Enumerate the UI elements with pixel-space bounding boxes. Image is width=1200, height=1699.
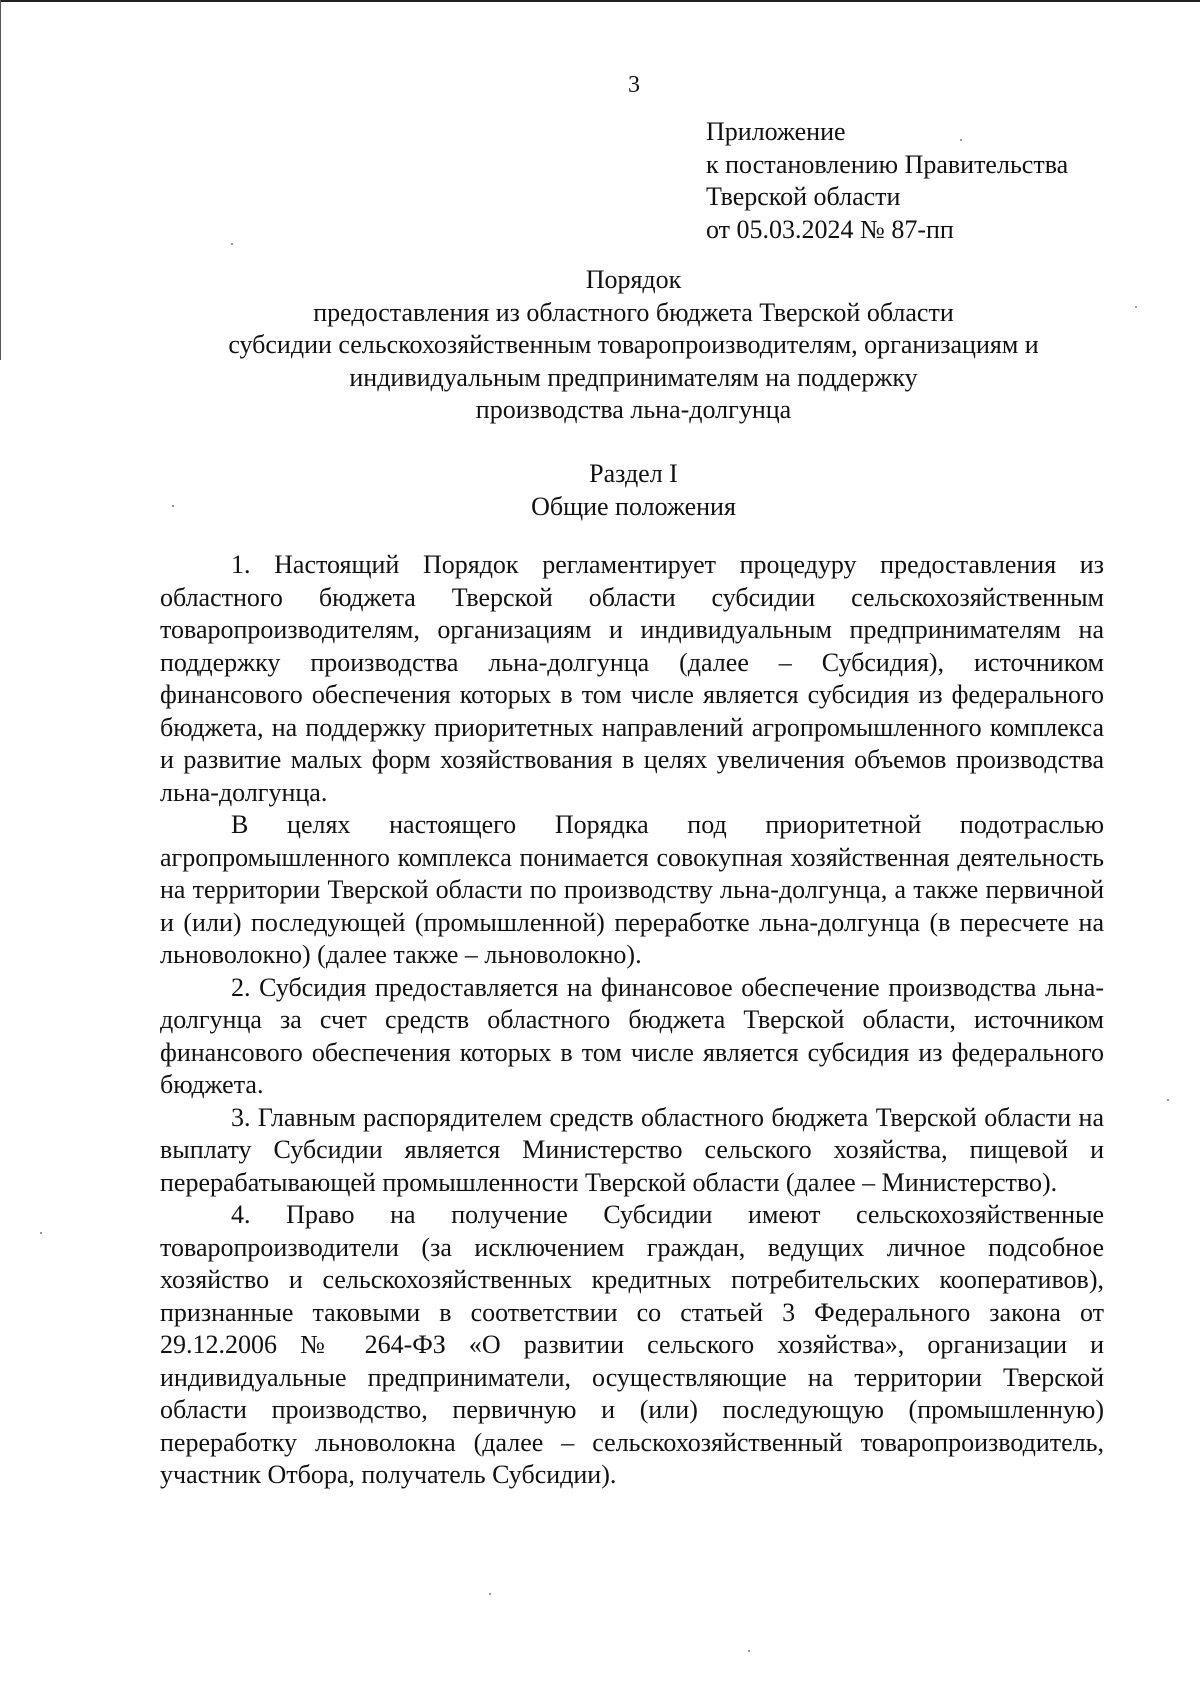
document-body [160,549,1104,1492]
title-line: субсидии сельскохозяйственным товаропроизводителям, организациям и [228,330,1039,359]
scan-speck [231,243,233,245]
scan-speck [960,139,962,141]
scan-speck [40,1232,42,1234]
section-heading [150,457,1117,523]
scan-edge-top [0,0,1200,2]
scan-speck [489,1593,491,1595]
scan-speck [1167,1099,1169,1101]
paragraph-3: 3. Главным распорядителем средств областного бюджета Тверской области на выплату Субсидии является Министерство сельского хозяйства, пищевой и перерабатывающей промышленности Тверской области (далее – Министерство). [160,1102,1104,1197]
paragraph-1: 1. Настоящий Порядок регламентирует процедуру предоставления из областного бюджета Тверской области субсидии сельскохозяйственным товаропроизводителям, организациям и индивидуальным предпринимателям на поддержку производства льна-долгунца (далее – Субсидия), источником финансового обеспечения которых в том числе является субсидия из федерального бюджета, на поддержку приоритетных направлений агропромышленного комплекса и развитие малых форм хозяйствования в целях увеличения объемов производства льна-долгунца. [160,550,1104,807]
title-line: Порядок [585,265,682,294]
section-number: Раздел I [589,459,678,488]
appendix-date-number: от 05.03.2024 № 87-пп [706,214,954,244]
title-line: предоставления из областного бюджета Тверской области [313,297,954,327]
document-title [150,264,1117,427]
appendix-line: Тверской области [706,182,901,211]
scan-speck [1135,306,1137,308]
appendix-line: к постановлению Правительства [706,149,1069,179]
paragraph-4: 4. Право на получение Субсидии имеют сельскохозяйственные товаропроизводители (за исключением граждан, ведущих личное подсобное хозяйство и сельскохозяйственных кредитных потребительских кооперативов), признанные таковыми в соответствии со статьей 3 Федерального закона от 29.12.2006 № 264-ФЗ «О развитии сельского хозяйства», организации и индивидуальные предприниматели, осуществляющие на территории Тверской области производство, первичную и (или) последующую (промышленную) переработку льноволокна (далее – сельскохозяйственный товаропроизводитель, участник Отбора, получатель Субсидии). [160,1200,1104,1489]
scan-edge-left [0,0,1,360]
appendix-header [706,116,1068,246]
scan-speck [172,505,174,507]
page-number: 3 [628,72,640,98]
paragraph-1-continued: В целях настоящего Порядка под приоритетной подотраслью агропромышленного комплекса понимается совокупная хозяйственная деятельность на территории Тверской области по производству льна-долгунца, а также первичной и (или) последующей (промышленной) переработке льна-долгунца (в пересчете на льноволокно) (далее также – льноволокно). [160,810,1104,969]
paragraph-2: 2. Субсидия предоставляется на финансовое обеспечение производства льна-долгунца за счет средств областного бюджета Тверской области, источником финансового обеспечения которых в том числе является субсидия из федерального бюджета. [160,972,1104,1099]
appendix-line: Приложение [706,117,846,146]
title-line: индивидуальным предпринимателям на поддержку [349,362,918,392]
scan-speck [748,1650,750,1652]
title-line: производства льна-долгунца [475,395,792,424]
section-name: Общие положения [531,492,736,521]
